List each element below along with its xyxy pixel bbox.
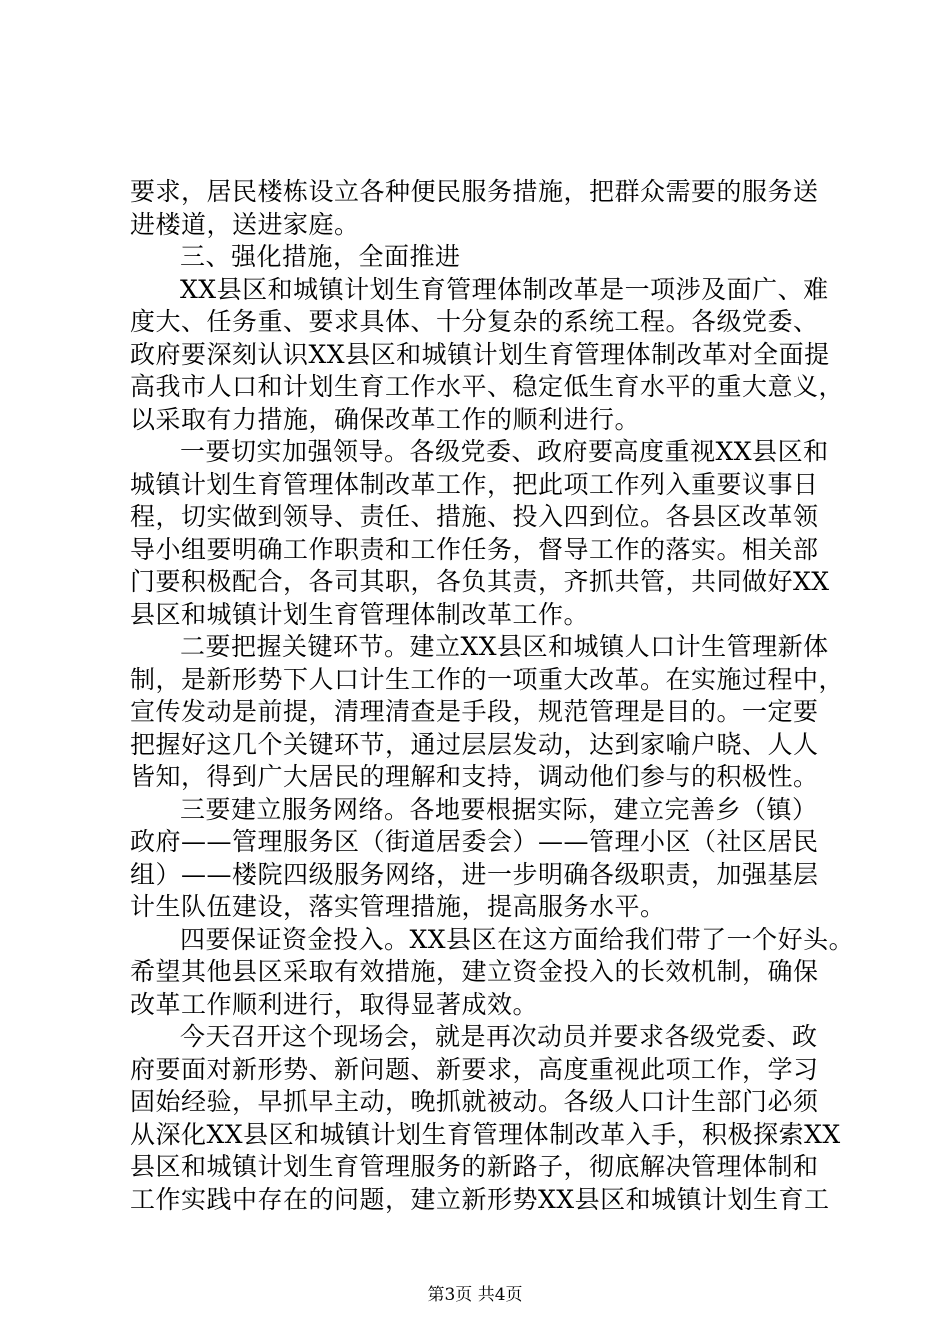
text-line: 固始经验，早抓早主动，晚抓就被动。各级人口计生部门必须: [130, 1087, 819, 1116]
text-line: 今天召开这个现场会，就是再次动员并要求各级党委、政: [180, 1022, 818, 1051]
text-line: 二要把握关键环节。建立XX县区和城镇人口计生管理新体: [180, 632, 829, 661]
text-line: 三要建立服务网络。各地要根据实际，建立完善乡（镇）: [180, 794, 818, 824]
text-line: 要求，居民楼栋设立各种便民服务措施，把群众需要的服务送: [130, 177, 819, 206]
text-line: 门要积极配合，各司其职，各负其责，齐抓共管，共同做好XX: [130, 567, 830, 596]
document-body: [130, 176, 855, 1216]
text-line: 县区和城镇计划生育管理体制改革工作。: [130, 599, 590, 629]
text-line: 高我市人口和计划生育工作水平、稳定低生育水平的重大意义，: [130, 372, 845, 401]
text-line: 工作实践中存在的问题，建立新形势XX县区和城镇计划生育工: [130, 1184, 830, 1214]
text-line: 皆知，得到广大居民的理解和支持，调动他们参与的积极性。: [130, 762, 819, 791]
page-footer: [0, 1284, 950, 1306]
text-line: 计生队伍建设，落实管理措施，提高服务水平。: [130, 892, 666, 921]
text-line: 制，是新形势下人口计生工作的一项重大改革。在实施过程中，: [130, 664, 845, 694]
text-line: 度大、任务重、要求具体、十分复杂的系统工程。各级党委、: [130, 307, 819, 336]
text-line: 城镇计划生育管理体制改革工作，把此项工作列入重要议事日: [130, 469, 819, 499]
text-line: 导小组要明确工作职责和工作任务，督导工作的落实。相关部: [130, 534, 819, 564]
text-line: 县区和城镇计划生育管理服务的新路子，彻底解决管理体制和: [130, 1152, 819, 1181]
text-line: 进楼道，送进家庭。: [130, 209, 360, 239]
text-line: 政府——管理服务区（街道居委会）——管理小区（社区居民: [130, 827, 819, 856]
text-line: 宣传发动是前提，清理清查是手段，规范管理是目的。一定要: [130, 697, 819, 726]
text-line: 政府要深刻认识XX县区和城镇计划生育管理体制改革对全面提: [130, 339, 830, 369]
page-number: 第3页 共4页: [427, 1285, 523, 1305]
text-line: 从深化XX县区和城镇计划生育管理体制改革入手，积极探索XX: [130, 1119, 841, 1149]
text-line: 程，切实做到领导、责任、措施、投入四到位。各县区改革领: [130, 502, 819, 531]
text-line: XX县区和城镇计划生育管理体制改革是一项涉及面广、难: [180, 274, 829, 304]
text-line: 希望其他县区采取有效措施，建立资金投入的长效机制，确保: [130, 957, 819, 986]
text-line: 把握好这几个关键环节，通过层层发动，达到家喻户晓、人人: [130, 729, 819, 759]
text-line: 改革工作顺利进行，取得显著成效。: [130, 989, 539, 1019]
text-line: 一要切实加强领导。各级党委、政府要高度重视XX县区和: [180, 437, 829, 466]
text-line: 以采取有力措施，确保改革工作的顺利进行。: [130, 404, 641, 434]
text-line: 四要保证资金投入。XX县区在这方面给我们带了一个好头。: [180, 924, 855, 954]
section-heading: 三、强化措施，全面推进: [180, 242, 461, 271]
text-line: 府要面对新形势、新问题、新要求，高度重视此项工作，学习: [130, 1054, 819, 1084]
text-line: 组）——楼院四级服务网络，进一步明确各级职责，加强基层: [130, 859, 819, 889]
